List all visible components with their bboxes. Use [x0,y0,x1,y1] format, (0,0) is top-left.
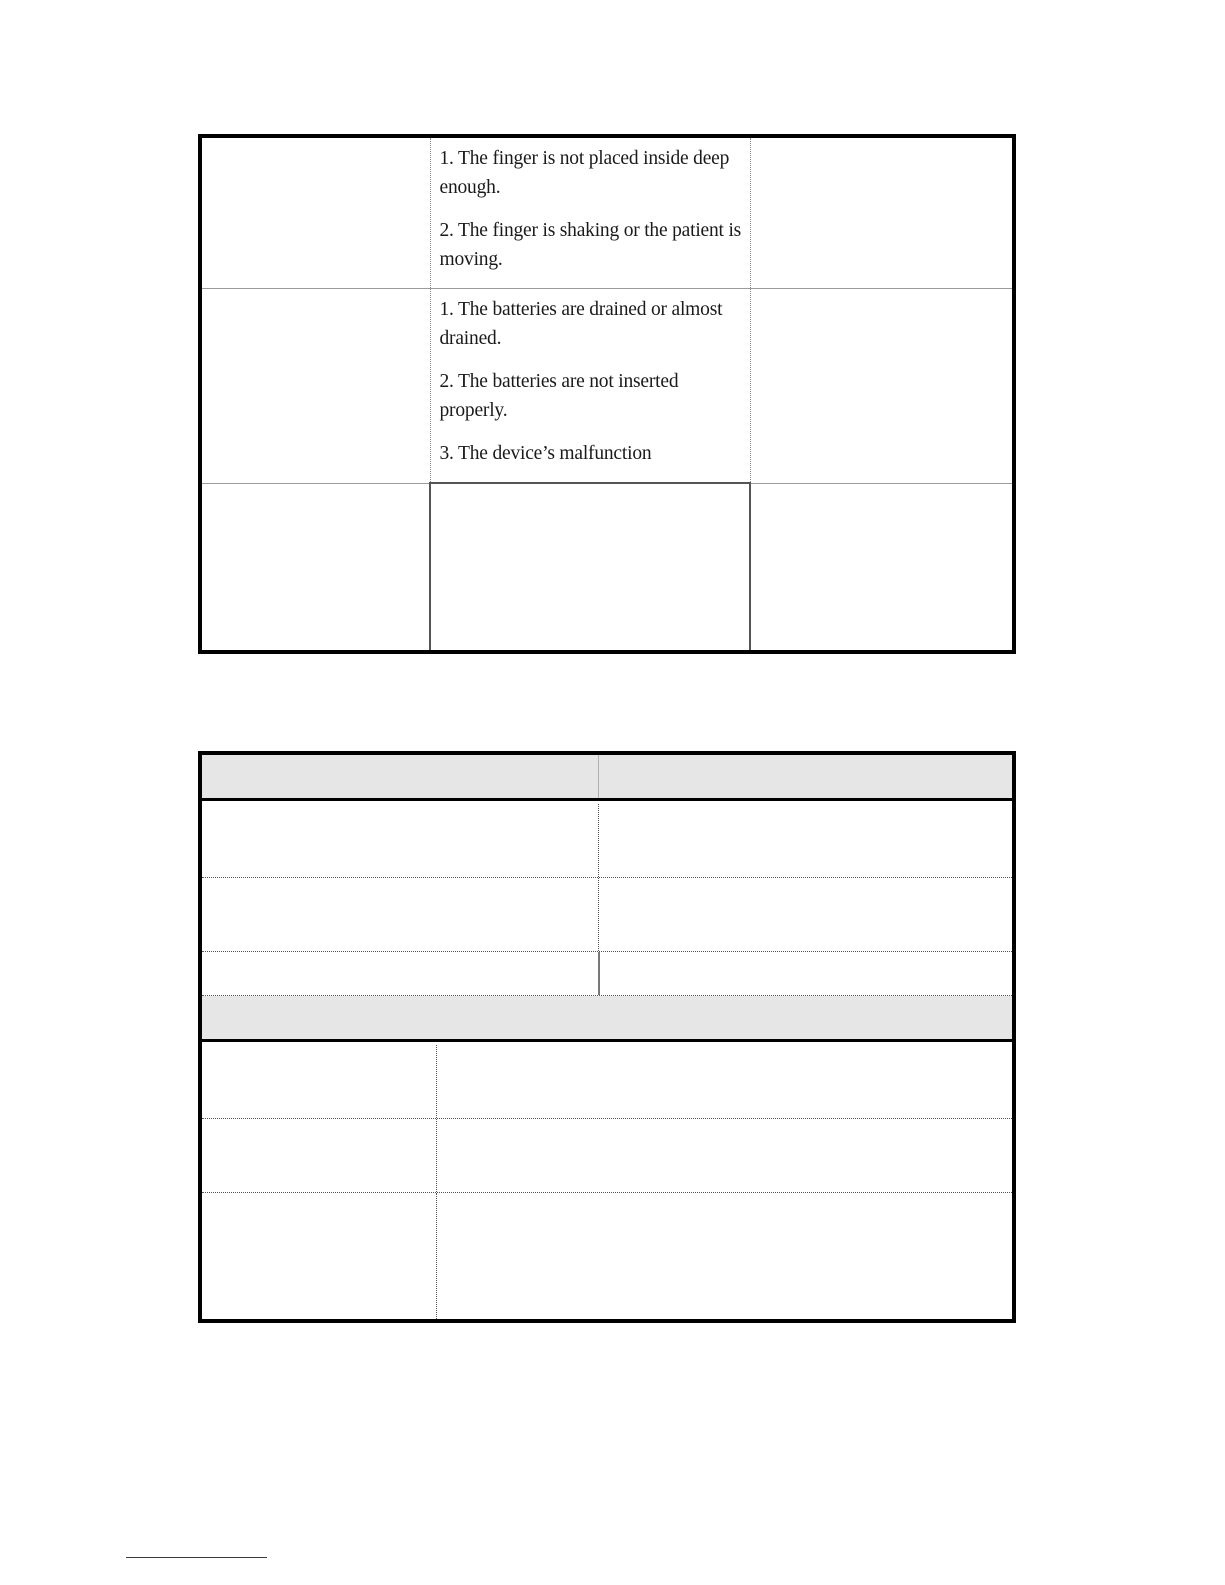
solution-cell [750,483,1014,652]
header-cell [202,755,598,798]
param-value-cell [436,1119,1012,1192]
param-value-cell [436,1045,1012,1118]
spec-value-cell [598,952,1012,995]
table-row [202,1193,1012,1319]
table-row [202,878,1012,952]
specification-table [198,751,1016,1323]
cause-item: 3. The device’s malfunction [439,443,652,464]
solution-cell [750,136,1014,289]
solution-cell [750,289,1014,484]
cause-item: 1. The finger is not placed inside deep enough. [439,148,730,198]
troubleshooting-table [198,134,1016,654]
spec-label-cell [202,804,598,877]
cause-item: 1. The batteries are drained or almost drained. [439,299,723,349]
table-row [200,483,1014,652]
spec-value-cell [598,804,1012,877]
problem-cell [200,136,430,289]
spec-value-cell [598,878,1012,951]
problem-cell [200,289,430,484]
table-row [202,1119,1012,1193]
param-label-cell [202,1119,436,1192]
param-value-cell [436,1193,1012,1319]
section-header-row [202,996,1012,1042]
spec-label-cell [202,878,598,951]
problem-cell [200,483,430,652]
cause-item: 2. The batteries are not inserted properly. [439,371,679,421]
table-row [200,136,1014,289]
cause-cell [430,136,750,289]
param-label-cell [202,1045,436,1118]
spec-header-row [202,755,1012,801]
param-label-cell [202,1193,436,1319]
cause-list [431,289,750,468]
table-row [202,804,1012,878]
table-row [202,1045,1012,1119]
cause-list [431,138,750,274]
spec-label-cell [202,952,598,995]
header-cell [598,755,1012,798]
cause-item: 2. The finger is shaking or the patient is moving. [439,220,742,270]
cause-cell [430,289,750,484]
cause-cell [430,483,750,652]
footnote-separator [126,1557,267,1558]
table-row [202,952,1012,996]
table-row [200,289,1014,484]
